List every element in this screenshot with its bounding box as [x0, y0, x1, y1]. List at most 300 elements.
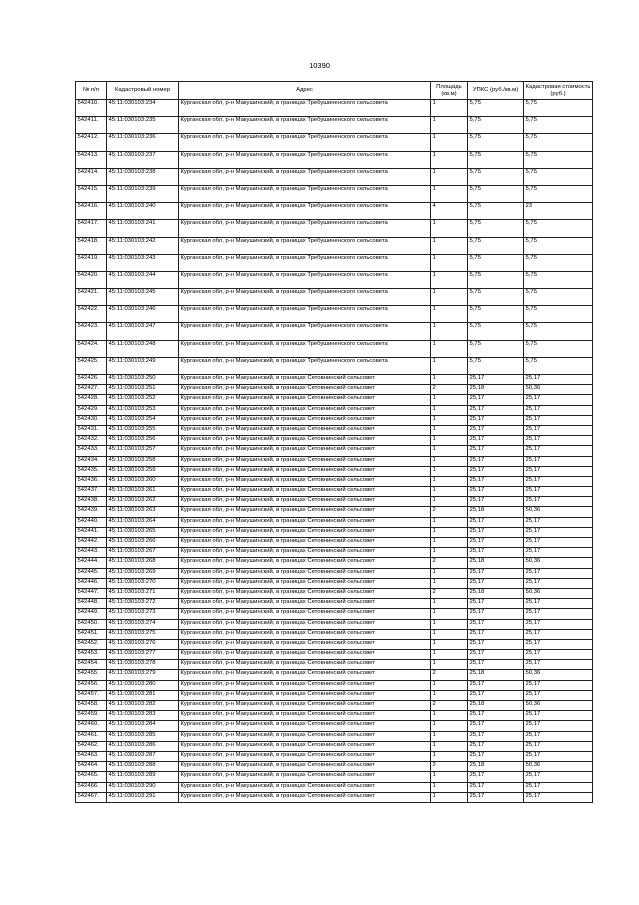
table-row	[76, 289, 593, 306]
row-number-cell: 542424.	[76, 340, 107, 357]
row-number-cell: 542412.	[76, 134, 107, 151]
table-row	[76, 639, 593, 649]
area-cell: 1	[431, 375, 468, 385]
table-row	[76, 721, 593, 731]
table-row	[76, 385, 593, 395]
address-cell: Курганская обл, р-н Макушинский, в границах Сетовнинский сельсовет	[179, 476, 431, 486]
table-row	[76, 456, 593, 466]
area-cell: 2	[431, 558, 468, 568]
table-row	[76, 599, 593, 609]
table-row	[76, 117, 593, 134]
address-cell: Курганская обл, р-н Макушинский, в границах Сетовнинский сельсовет	[179, 385, 431, 395]
upks-cell: 5,75	[468, 168, 524, 185]
address-cell: Курганская обл, р-н Макушинский, в границах Сетовнинский сельсовет	[179, 446, 431, 456]
address-cell: Курганская обл, р-н Макушинский, в границах Сетовнинский сельсовет	[179, 639, 431, 649]
table-row	[76, 619, 593, 629]
address-cell: Курганская обл, р-н Макушинский, в границах Требушиненского сельсовета	[179, 151, 431, 168]
upks-cell: 25,17	[468, 660, 524, 670]
upks-cell: 25,17	[468, 436, 524, 446]
cadastral-number-cell: 45:11:030103:234	[107, 100, 179, 117]
table-header-row	[76, 82, 593, 100]
upks-cell: 5,75	[468, 306, 524, 323]
table-row	[76, 772, 593, 782]
cadastral-number-cell: 45:11:030103:262	[107, 497, 179, 507]
table-row	[76, 711, 593, 721]
upks-cell: 25,18	[468, 385, 524, 395]
row-number-cell: 542460.	[76, 721, 107, 731]
area-cell: 1	[431, 650, 468, 660]
address-cell: Курганская обл, р-н Макушинский, в границах Сетовнинский сельсовет	[179, 762, 431, 772]
area-cell: 1	[431, 568, 468, 578]
cadastral-number-cell: 45:11:030103:239	[107, 185, 179, 202]
cadastral-number-cell: 45:11:030103:291	[107, 792, 179, 802]
address-cell: Курганская обл, р-н Макушинский, в границах Сетовнинский сельсовет	[179, 690, 431, 700]
upks-cell: 25,18	[468, 588, 524, 598]
area-cell: 1	[431, 306, 468, 323]
cadastral-number-cell: 45:11:030103:285	[107, 731, 179, 741]
cadastral-value-cell: 5,75	[524, 323, 593, 340]
cadastral-value-cell: 50,36	[524, 670, 593, 680]
cadastral-number-cell: 45:11:030103:270	[107, 578, 179, 588]
cadastral-value-cell: 50,36	[524, 762, 593, 772]
upks-cell: 25,17	[468, 782, 524, 792]
row-number-cell: 542431.	[76, 425, 107, 435]
table-row	[76, 415, 593, 425]
row-number-cell: 542438.	[76, 497, 107, 507]
upks-cell: 5,75	[468, 323, 524, 340]
header-area: Площадь (кв.м)	[431, 82, 468, 100]
address-cell: Курганская обл, р-н Макушинский, в границах Требушиненского сельсовета	[179, 185, 431, 202]
address-cell: Курганская обл, р-н Макушинский, в границах Сетовнинский сельсовет	[179, 772, 431, 782]
address-cell: Курганская обл, р-н Макушинский, в границах Сетовнинский сельсовет	[179, 456, 431, 466]
cadastral-number-cell: 45:11:030103:283	[107, 711, 179, 721]
row-number-cell: 542416.	[76, 203, 107, 220]
row-number-cell: 542456.	[76, 680, 107, 690]
table-row	[76, 357, 593, 374]
table-row	[76, 271, 593, 288]
cadastral-value-cell: 25,17	[524, 497, 593, 507]
upks-cell: 25,17	[468, 721, 524, 731]
upks-cell: 25,17	[468, 650, 524, 660]
header-upks: УПКС (руб./кв.м)	[468, 82, 524, 100]
table-row	[76, 151, 593, 168]
address-cell: Курганская обл, р-н Макушинский, в границах Сетовнинский сельсовет	[179, 487, 431, 497]
cadastral-value-cell: 5,75	[524, 134, 593, 151]
cadastral-number-cell: 45:11:030103:277	[107, 650, 179, 660]
table-row	[76, 254, 593, 271]
address-cell: Курганская обл, р-н Макушинский, в границах Сетовнинский сельсовет	[179, 782, 431, 792]
area-cell: 1	[431, 517, 468, 527]
cadastral-number-cell: 45:11:030103:242	[107, 237, 179, 254]
upks-cell: 25,17	[468, 680, 524, 690]
area-cell: 2	[431, 701, 468, 711]
row-number-cell: 542432.	[76, 436, 107, 446]
cadastral-value-cell: 25,17	[524, 405, 593, 415]
row-number-cell: 542433.	[76, 446, 107, 456]
address-cell: Курганская обл, р-н Макушинский, в границах Сетовнинский сельсовет	[179, 721, 431, 731]
address-cell: Курганская обл, р-н Макушинский, в границах Требушиненского сельсовета	[179, 168, 431, 185]
cadastral-value-cell: 25,17	[524, 772, 593, 782]
cadastral-value-cell: 23	[524, 203, 593, 220]
area-cell: 1	[431, 548, 468, 558]
table-row	[76, 405, 593, 415]
row-number-cell: 542461.	[76, 731, 107, 741]
address-cell: Курганская обл, р-н Макушинский, в границах Сетовнинский сельсовет	[179, 701, 431, 711]
table-row	[76, 466, 593, 476]
area-cell: 1	[431, 168, 468, 185]
upks-cell: 25,17	[468, 609, 524, 619]
area-cell: 1	[431, 619, 468, 629]
cadastral-value-cell: 25,17	[524, 415, 593, 425]
address-cell: Курганская обл, р-н Макушинский, в границах Сетовнинский сельсовет	[179, 599, 431, 609]
area-cell: 2	[431, 762, 468, 772]
cadastral-number-cell: 45:11:030103:278	[107, 660, 179, 670]
upks-cell: 5,75	[468, 289, 524, 306]
cadastral-value-cell: 25,17	[524, 487, 593, 497]
header-address: Адрес	[179, 82, 431, 100]
upks-cell: 5,75	[468, 185, 524, 202]
table-row	[76, 203, 593, 220]
cadastral-number-cell: 45:11:030103:248	[107, 340, 179, 357]
address-cell: Курганская обл, р-н Макушинский, в границах Требушиненского сельсовета	[179, 203, 431, 220]
area-cell: 2	[431, 588, 468, 598]
cadastral-number-cell: 45:11:030103:258	[107, 456, 179, 466]
cadastral-number-cell: 45:11:030103:267	[107, 548, 179, 558]
cadastral-value-cell: 25,17	[524, 446, 593, 456]
table-row	[76, 650, 593, 660]
cadastral-value-cell: 25,17	[524, 375, 593, 385]
upks-cell: 25,17	[468, 599, 524, 609]
address-cell: Курганская обл, р-н Макушинский, в границах Сетовнинский сельсовет	[179, 517, 431, 527]
row-number-cell: 542423.	[76, 323, 107, 340]
upks-cell: 25,17	[468, 772, 524, 782]
cadastral-number-cell: 45:11:030103:252	[107, 395, 179, 405]
upks-cell: 5,75	[468, 254, 524, 271]
address-cell: Курганская обл, р-н Макушинский, в границах Сетовнинский сельсовет	[179, 650, 431, 660]
address-cell: Курганская обл, р-н Макушинский, в границах Сетовнинский сельсовет	[179, 375, 431, 385]
cadastral-table	[75, 81, 593, 803]
cadastral-value-cell: 50,36	[524, 588, 593, 598]
cadastral-value-cell: 5,75	[524, 254, 593, 271]
row-number-cell: 542451.	[76, 629, 107, 639]
cadastral-number-cell: 45:11:030103:249	[107, 357, 179, 374]
address-cell: Курганская обл, р-н Макушинский, в границах Сетовнинский сельсовет	[179, 629, 431, 639]
area-cell: 1	[431, 117, 468, 134]
row-number-cell: 542440.	[76, 517, 107, 527]
area-cell: 1	[431, 731, 468, 741]
cadastral-number-cell: 45:11:030103:275	[107, 629, 179, 639]
row-number-cell: 542434.	[76, 456, 107, 466]
row-number-cell: 542464.	[76, 762, 107, 772]
cadastral-number-cell: 45:11:030103:289	[107, 772, 179, 782]
row-number-cell: 542454.	[76, 660, 107, 670]
upks-cell: 25,17	[468, 629, 524, 639]
table-row	[76, 609, 593, 619]
cadastral-value-cell: 25,17	[524, 578, 593, 588]
area-cell: 2	[431, 385, 468, 395]
row-number-cell: 542429.	[76, 405, 107, 415]
address-cell: Курганская обл, р-н Макушинский, в границах Требушиненского сельсовета	[179, 271, 431, 288]
table-row	[76, 168, 593, 185]
area-cell: 1	[431, 527, 468, 537]
area-cell: 1	[431, 323, 468, 340]
row-number-cell: 542443.	[76, 548, 107, 558]
cadastral-number-cell: 45:11:030103:281	[107, 690, 179, 700]
area-cell: 4	[431, 203, 468, 220]
table-row	[76, 487, 593, 497]
cadastral-number-cell: 45:11:030103:272	[107, 599, 179, 609]
upks-cell: 25,18	[468, 558, 524, 568]
row-number-cell: 542411.	[76, 117, 107, 134]
cadastral-number-cell: 45:11:030103:243	[107, 254, 179, 271]
table-row	[76, 538, 593, 548]
cadastral-value-cell: 25,17	[524, 711, 593, 721]
address-cell: Курганская обл, р-н Макушинский, в границах Сетовнинский сельсовет	[179, 670, 431, 680]
table-row	[76, 629, 593, 639]
address-cell: Курганская обл, р-н Макушинский, в границах Сетовнинский сельсовет	[179, 507, 431, 517]
area-cell: 1	[431, 792, 468, 802]
area-cell: 1	[431, 100, 468, 117]
row-number-cell: 542445.	[76, 568, 107, 578]
address-cell: Курганская обл, р-н Макушинский, в границах Требушиненского сельсовета	[179, 220, 431, 237]
area-cell: 1	[431, 405, 468, 415]
area-cell: 1	[431, 599, 468, 609]
upks-cell: 25,17	[468, 751, 524, 761]
upks-cell: 25,17	[468, 538, 524, 548]
table-row	[76, 792, 593, 802]
cadastral-value-cell: 50,36	[524, 385, 593, 395]
row-number-cell: 542442.	[76, 538, 107, 548]
upks-cell: 25,17	[468, 568, 524, 578]
cadastral-number-cell: 45:11:030103:287	[107, 751, 179, 761]
row-number-cell: 542439.	[76, 507, 107, 517]
upks-cell: 25,17	[468, 792, 524, 802]
cadastral-number-cell: 45:11:030103:282	[107, 701, 179, 711]
row-number-cell: 542422.	[76, 306, 107, 323]
cadastral-value-cell: 25,17	[524, 517, 593, 527]
upks-cell: 25,18	[468, 701, 524, 711]
upks-cell: 25,17	[468, 395, 524, 405]
address-cell: Курганская обл, р-н Макушинский, в границах Сетовнинский сельсовет	[179, 711, 431, 721]
area-cell: 1	[431, 456, 468, 466]
upks-cell: 25,17	[468, 425, 524, 435]
area-cell: 1	[431, 629, 468, 639]
upks-cell: 25,17	[468, 375, 524, 385]
area-cell: 1	[431, 271, 468, 288]
cadastral-value-cell: 5,75	[524, 357, 593, 374]
table-row	[76, 578, 593, 588]
cadastral-number-cell: 45:11:030103:264	[107, 517, 179, 527]
row-number-cell: 542448.	[76, 599, 107, 609]
table-row	[76, 237, 593, 254]
area-cell: 1	[431, 395, 468, 405]
upks-cell: 25,17	[468, 527, 524, 537]
area-cell: 1	[431, 578, 468, 588]
cadastral-number-cell: 45:11:030103:241	[107, 220, 179, 237]
area-cell: 1	[431, 741, 468, 751]
cadastral-value-cell: 25,17	[524, 527, 593, 537]
row-number-cell: 542420.	[76, 271, 107, 288]
table-row	[76, 220, 593, 237]
address-cell: Курганская обл, р-н Макушинский, в границах Требушиненского сельсовета	[179, 254, 431, 271]
table-row	[76, 375, 593, 385]
area-cell: 1	[431, 538, 468, 548]
cadastral-number-cell: 45:11:030103:238	[107, 168, 179, 185]
cadastral-value-cell: 50,36	[524, 507, 593, 517]
cadastral-number-cell: 45:11:030103:261	[107, 487, 179, 497]
cadastral-value-cell: 25,17	[524, 639, 593, 649]
page-number: 10390	[309, 61, 330, 70]
address-cell: Курганская обл, р-н Макушинский, в границах Сетовнинский сельсовет	[179, 741, 431, 751]
address-cell: Курганская обл, р-н Макушинский, в границах Требушиненского сельсовета	[179, 100, 431, 117]
area-cell: 1	[431, 751, 468, 761]
cadastral-value-cell: 25,17	[524, 751, 593, 761]
cadastral-number-cell: 45:11:030103:246	[107, 306, 179, 323]
cadastral-value-cell: 25,17	[524, 619, 593, 629]
upks-cell: 5,75	[468, 134, 524, 151]
upks-cell: 5,75	[468, 117, 524, 134]
address-cell: Курганская обл, р-н Макушинский, в границах Сетовнинский сельсовет	[179, 425, 431, 435]
cadastral-number-cell: 45:11:030103:263	[107, 507, 179, 517]
row-number-cell: 542453.	[76, 650, 107, 660]
upks-cell: 25,17	[468, 548, 524, 558]
area-cell: 1	[431, 151, 468, 168]
address-cell: Курганская обл, р-н Макушинский, в границах Требушиненского сельсовета	[179, 323, 431, 340]
area-cell: 1	[431, 609, 468, 619]
row-number-cell: 542465.	[76, 772, 107, 782]
address-cell: Курганская обл, р-н Макушинский, в границах Сетовнинский сельсовет	[179, 548, 431, 558]
row-number-cell: 542444.	[76, 558, 107, 568]
upks-cell: 25,17	[468, 619, 524, 629]
cadastral-value-cell: 25,17	[524, 741, 593, 751]
row-number-cell: 542467.	[76, 792, 107, 802]
cadastral-value-cell: 25,17	[524, 629, 593, 639]
area-cell: 1	[431, 660, 468, 670]
address-cell: Курганская обл, р-н Макушинский, в границах Сетовнинский сельсовет	[179, 466, 431, 476]
cadastral-number-cell: 45:11:030103:290	[107, 782, 179, 792]
area-cell: 1	[431, 220, 468, 237]
area-cell: 1	[431, 639, 468, 649]
upks-cell: 25,18	[468, 507, 524, 517]
table-row	[76, 340, 593, 357]
upks-cell: 5,75	[468, 203, 524, 220]
table-row	[76, 497, 593, 507]
header-cadastral-number: Кадастровый номер	[107, 82, 179, 100]
address-cell: Курганская обл, р-н Макушинский, в границах Сетовнинский сельсовет	[179, 395, 431, 405]
row-number-cell: 542427.	[76, 385, 107, 395]
area-cell: 1	[431, 476, 468, 486]
upks-cell: 25,17	[468, 578, 524, 588]
cadastral-value-cell: 25,17	[524, 721, 593, 731]
row-number-cell: 542421.	[76, 289, 107, 306]
upks-cell: 25,17	[468, 487, 524, 497]
upks-cell: 25,18	[468, 762, 524, 772]
cadastral-value-cell: 25,17	[524, 599, 593, 609]
cadastral-number-cell: 45:11:030103:259	[107, 466, 179, 476]
upks-cell: 25,18	[468, 670, 524, 680]
row-number-cell: 542415.	[76, 185, 107, 202]
row-number-cell: 542452.	[76, 639, 107, 649]
table-row	[76, 527, 593, 537]
row-number-cell: 542447.	[76, 588, 107, 598]
cadastral-number-cell: 45:11:030103:286	[107, 741, 179, 751]
cadastral-value-cell: 5,75	[524, 271, 593, 288]
row-number-cell: 542417.	[76, 220, 107, 237]
cadastral-value-cell: 5,75	[524, 220, 593, 237]
row-number-cell: 542414.	[76, 168, 107, 185]
cadastral-value-cell: 5,75	[524, 289, 593, 306]
cadastral-value-cell: 25,17	[524, 680, 593, 690]
cadastral-value-cell: 5,75	[524, 151, 593, 168]
cadastral-number-cell: 45:11:030103:260	[107, 476, 179, 486]
address-cell: Курганская обл, р-н Макушинский, в границах Сетовнинский сельсовет	[179, 415, 431, 425]
row-number-cell: 542413.	[76, 151, 107, 168]
upks-cell: 25,17	[468, 690, 524, 700]
cadastral-value-cell: 25,17	[524, 425, 593, 435]
table-row	[76, 588, 593, 598]
row-number-cell: 542446.	[76, 578, 107, 588]
cadastral-value-cell: 5,75	[524, 237, 593, 254]
cadastral-number-cell: 45:11:030103:274	[107, 619, 179, 629]
row-number-cell: 542418.	[76, 237, 107, 254]
upks-cell: 25,17	[468, 476, 524, 486]
table-row	[76, 425, 593, 435]
cadastral-value-cell: 25,17	[524, 792, 593, 802]
area-cell: 1	[431, 487, 468, 497]
upks-cell: 25,17	[468, 711, 524, 721]
upks-cell: 25,17	[468, 446, 524, 456]
address-cell: Курганская обл, р-н Макушинский, в границах Сетовнинский сельсовет	[179, 660, 431, 670]
cadastral-number-cell: 45:11:030103:256	[107, 436, 179, 446]
cadastral-value-cell: 25,17	[524, 476, 593, 486]
header-cadastral-value: Кадастровая стоимость (руб.)	[524, 82, 593, 100]
table-row	[76, 446, 593, 456]
table-row	[76, 701, 593, 711]
cadastral-number-cell: 45:11:030103:265	[107, 527, 179, 537]
cadastral-value-cell: 25,17	[524, 395, 593, 405]
table-row	[76, 100, 593, 117]
cadastral-number-cell: 45:11:030103:280	[107, 680, 179, 690]
table-row	[76, 323, 593, 340]
address-cell: Курганская обл, р-н Макушинский, в границах Требушиненского сельсовета	[179, 117, 431, 134]
area-cell: 1	[431, 721, 468, 731]
cadastral-number-cell: 45:11:030103:253	[107, 405, 179, 415]
table-row	[76, 670, 593, 680]
cadastral-number-cell: 45:11:030103:271	[107, 588, 179, 598]
cadastral-number-cell: 45:11:030103:236	[107, 134, 179, 151]
table-row	[76, 507, 593, 517]
cadastral-number-cell: 45:11:030103:257	[107, 446, 179, 456]
row-number-cell: 542459.	[76, 711, 107, 721]
row-number-cell: 542449.	[76, 609, 107, 619]
area-cell: 1	[431, 690, 468, 700]
address-cell: Курганская обл, р-н Макушинский, в границах Сетовнинский сельсовет	[179, 578, 431, 588]
area-cell: 1	[431, 425, 468, 435]
row-number-cell: 542410.	[76, 100, 107, 117]
cadastral-value-cell: 5,75	[524, 340, 593, 357]
cadastral-value-cell: 5,75	[524, 100, 593, 117]
cadastral-value-cell: 5,75	[524, 168, 593, 185]
area-cell: 1	[431, 772, 468, 782]
area-cell: 1	[431, 237, 468, 254]
row-number-cell: 542426.	[76, 375, 107, 385]
cadastral-number-cell: 45:11:030103:269	[107, 568, 179, 578]
address-cell: Курганская обл, р-н Макушинский, в границах Требушиненского сельсовета	[179, 306, 431, 323]
cadastral-number-cell: 45:11:030103:251	[107, 385, 179, 395]
upks-cell: 5,75	[468, 340, 524, 357]
address-cell: Курганская обл, р-н Макушинский, в границах Сетовнинский сельсовет	[179, 588, 431, 598]
cadastral-value-cell: 25,17	[524, 538, 593, 548]
